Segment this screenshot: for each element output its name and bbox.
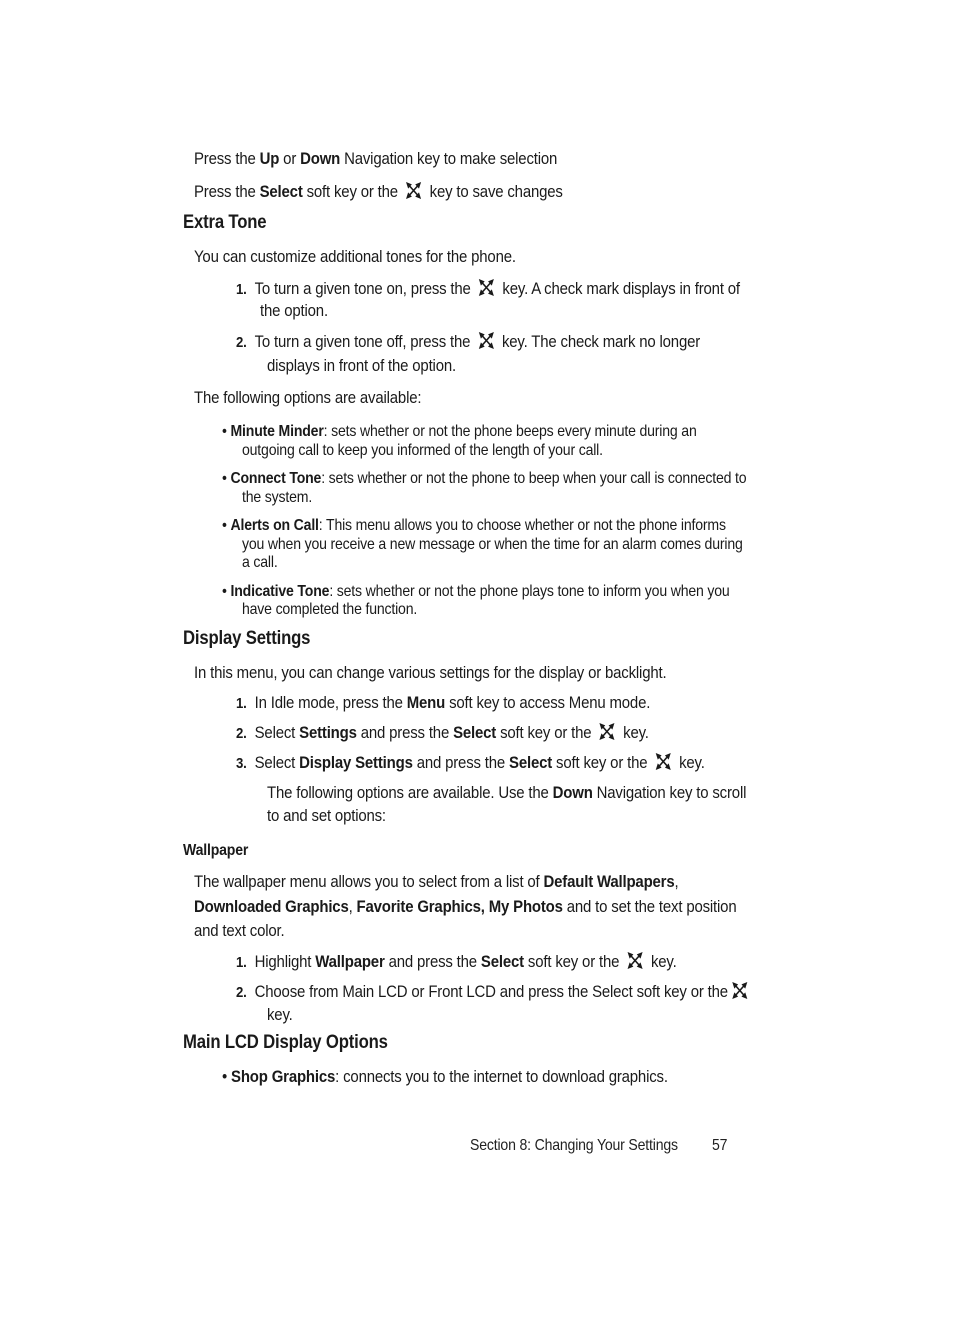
ok-key-icon bbox=[599, 722, 616, 741]
display-step-2: 2. Select Settings and press the Select soft key or the key. bbox=[236, 723, 649, 742]
ok-key-icon bbox=[478, 331, 495, 350]
section-heading-display-settings: Display Settings bbox=[183, 628, 311, 649]
extra-tone-step-1-cont: the option. bbox=[260, 301, 328, 320]
bullet-minute-minder-cont: outgoing call to keep you informed of the length of your call. bbox=[242, 442, 603, 459]
display-settings-intro: In this menu, you can change various settings for the display or backlight. bbox=[194, 663, 667, 682]
ok-key-icon bbox=[627, 951, 644, 970]
extra-tone-options-intro: The following options are available: bbox=[194, 388, 422, 407]
bullet-alerts-on-call-cont2: a call. bbox=[242, 554, 278, 571]
section-heading-extra-tone: Extra Tone bbox=[183, 212, 267, 233]
extra-tone-step-1: 1. To turn a given tone on, press the key. A check mark displays in front of bbox=[236, 279, 740, 298]
bullet-indicative-tone-cont: have completed the function. bbox=[242, 601, 418, 618]
wallpaper-step-2-cont: key. bbox=[267, 1005, 293, 1024]
bullet-shop-graphics: • Shop Graphics: connects you to the internet to download graphics. bbox=[222, 1067, 668, 1086]
wallpaper-step-2: 2. Choose from Main LCD or Front LCD and press the Select soft key or the bbox=[236, 981, 752, 1002]
page-number: 57 bbox=[712, 1137, 728, 1154]
display-step-3: 3. Select Display Settings and press the Select soft key or the key. bbox=[236, 753, 705, 772]
wallpaper-para-line-1: The wallpaper menu allows you to select from a list of Default Wallpapers, bbox=[194, 872, 679, 891]
bullet-alerts-on-call: • Alerts on Call: This menu allows you to choose whether or not the phone informs bbox=[222, 517, 726, 534]
subheading-wallpaper: Wallpaper bbox=[183, 842, 249, 859]
ok-key-icon bbox=[655, 752, 672, 771]
bullet-indicative-tone: • Indicative Tone: sets whether or not the phone plays tone to inform you when you bbox=[222, 583, 730, 600]
bullet-minute-minder: • Minute Minder: sets whether or not the phone beeps every minute during an bbox=[222, 423, 697, 440]
bullet-connect-tone-cont: the system. bbox=[242, 489, 313, 506]
wallpaper-para-line-2: Downloaded Graphics, Favorite Graphics, My Photos and to set the text position bbox=[194, 897, 737, 916]
bullet-alerts-on-call-cont: you when you receive a new message or when the time for an alarm comes during bbox=[242, 536, 743, 553]
bullet-connect-tone: • Connect Tone: sets whether or not the phone to beep when your call is connected to bbox=[222, 470, 747, 487]
extra-tone-step-2-cont: displays in front of the option. bbox=[267, 356, 456, 375]
section-heading-main-lcd: Main LCD Display Options bbox=[183, 1032, 388, 1053]
display-step-1: 1. In Idle mode, press the Menu soft key to access Menu mode. bbox=[236, 693, 651, 712]
ok-key-icon bbox=[731, 981, 748, 1000]
ok-key-icon bbox=[478, 278, 495, 297]
extra-tone-intro: You can customize additional tones for the phone. bbox=[194, 247, 516, 266]
instruction-line-1: Press the Up or Down Navigation key to make selection bbox=[194, 149, 558, 168]
footer-section: Section 8: Changing Your Settings bbox=[470, 1137, 678, 1154]
wallpaper-step-1: 1. Highlight Wallpaper and press the Select soft key or the key. bbox=[236, 952, 677, 971]
ok-key-icon bbox=[405, 181, 422, 200]
display-note-cont: to and set options: bbox=[267, 806, 386, 825]
extra-tone-step-2: 2. To turn a given tone off, press the key. The check mark no longer bbox=[236, 332, 701, 351]
wallpaper-para-line-3: and text color. bbox=[194, 921, 285, 940]
instruction-line-2: Press the Select soft key or the key to save changes bbox=[194, 182, 563, 201]
display-note: The following options are available. Use the Down Navigation key to scroll bbox=[267, 783, 747, 802]
